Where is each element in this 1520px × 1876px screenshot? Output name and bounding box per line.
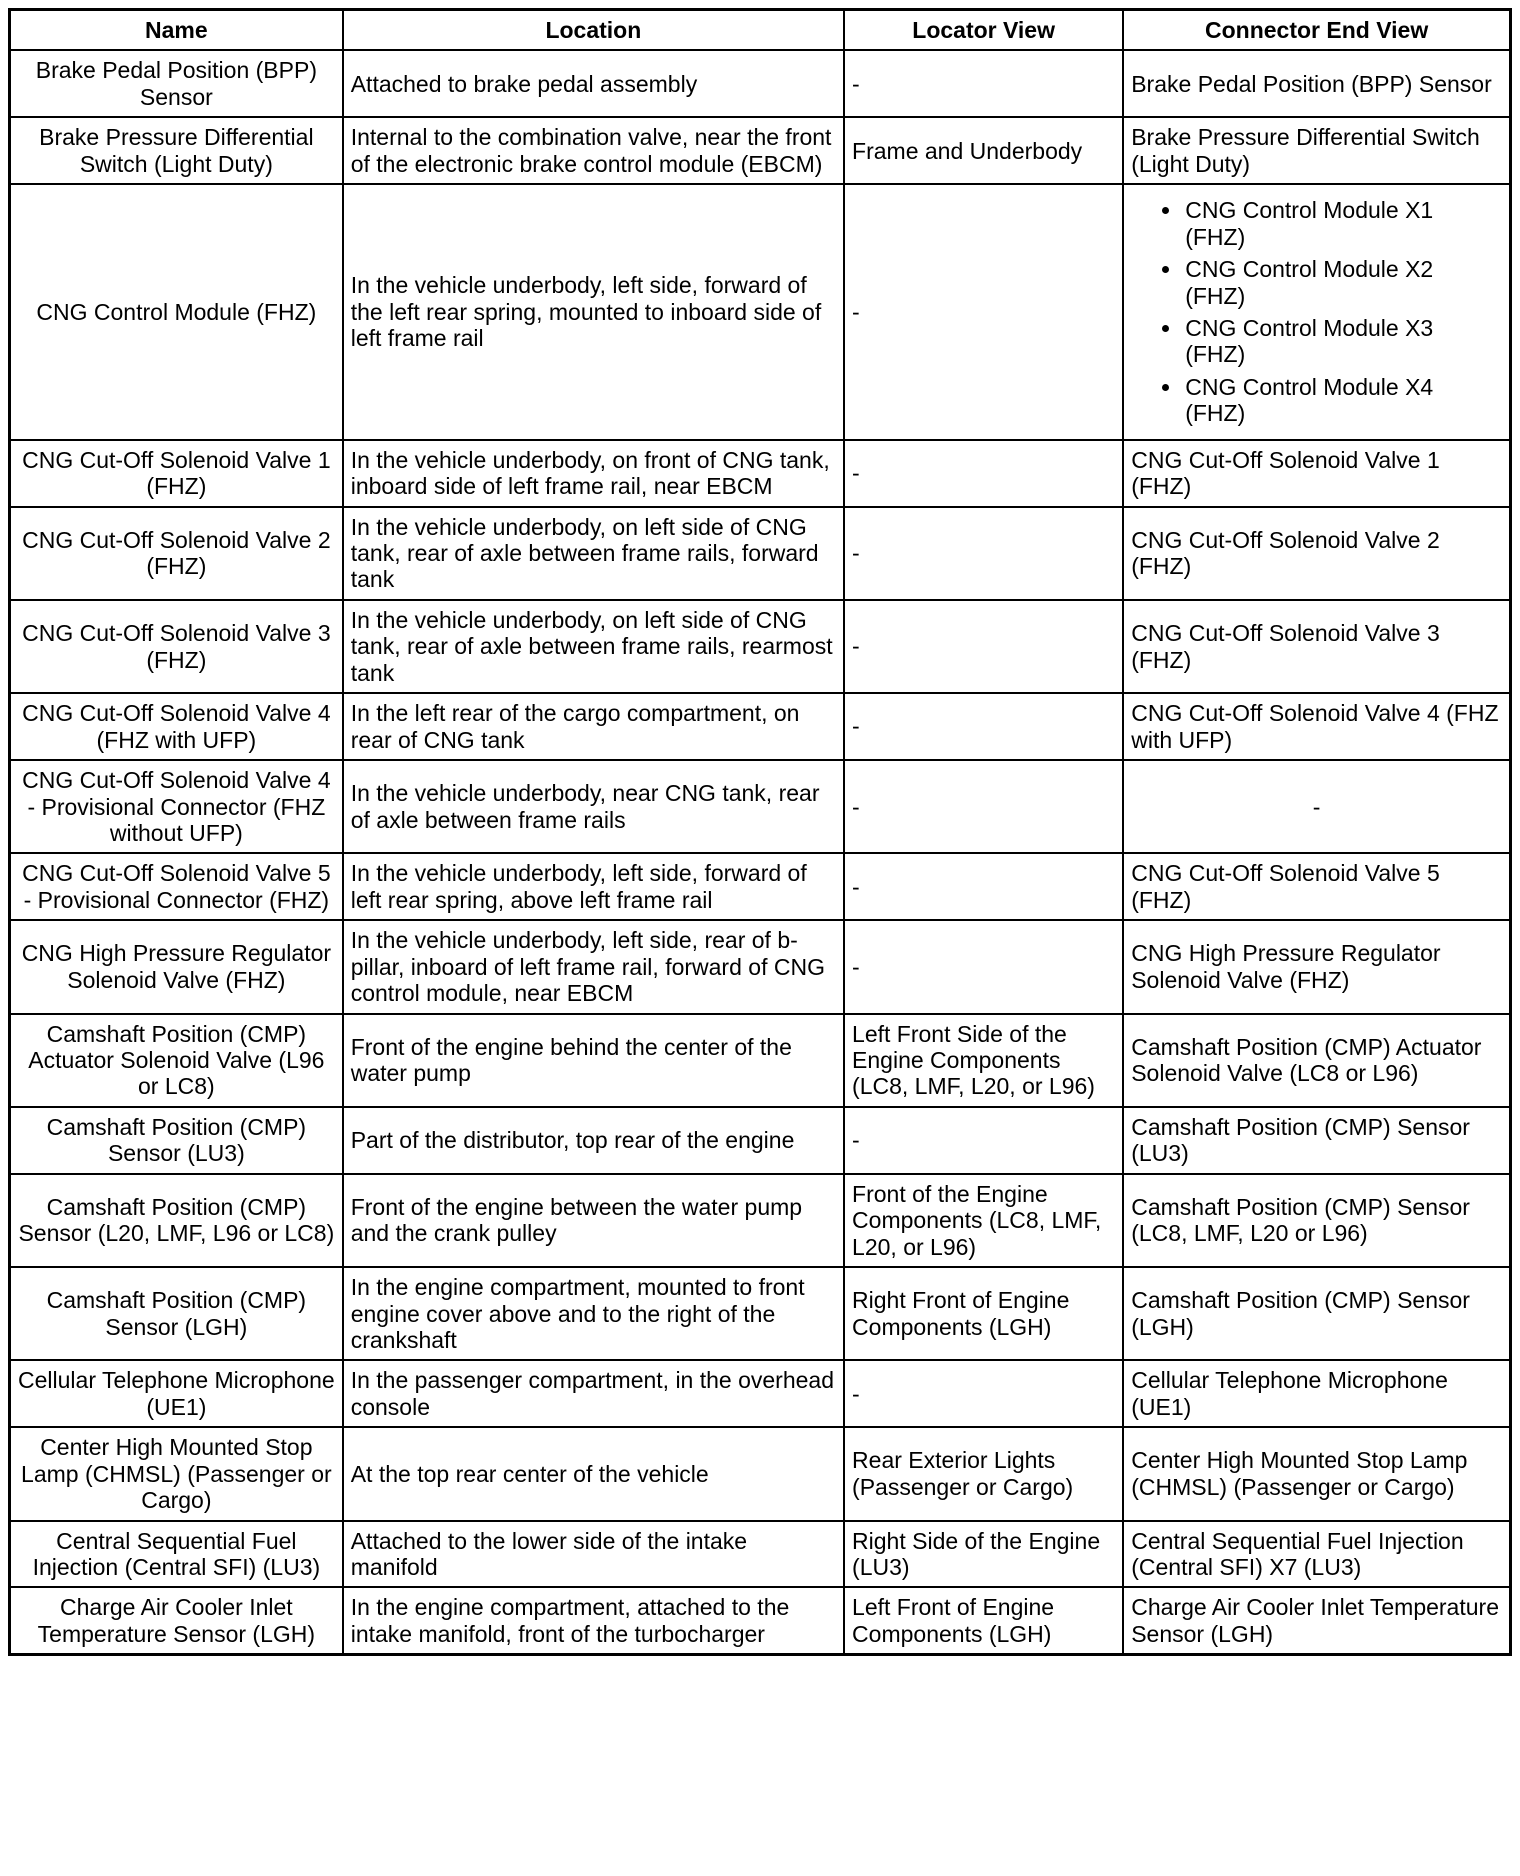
name-cell: Cellular Telephone Microphone (UE1) [10, 1360, 343, 1427]
location-cell: Front of the engine between the water pump and the crank pulley [343, 1174, 844, 1267]
table-row [10, 853, 1511, 920]
locator-view-cell: - [844, 184, 1123, 440]
table-row [10, 920, 1511, 1013]
table-row [10, 600, 1511, 693]
location-cell: In the vehicle underbody, on left side of CNG tank, rear of axle between frame rails, rearmost tank [343, 600, 844, 693]
table-row [10, 1107, 1511, 1174]
table-row [10, 1521, 1511, 1588]
location-cell: In the vehicle underbody, on left side of CNG tank, rear of axle between frame rails, forward tank [343, 507, 844, 600]
locator-view-cell: Frame and Underbody [844, 117, 1123, 184]
table-row [10, 184, 1511, 440]
locator-view-cell: - [844, 760, 1123, 853]
locator-view-cell: Right Side of the Engine (LU3) [844, 1521, 1123, 1588]
table-row [10, 440, 1511, 507]
connector-end-view-list-item: • CNG Control Module X1 (FHZ) [1183, 197, 1445, 250]
name-cell: Central Sequential Fuel Injection (Central SFI) (LU3) [10, 1521, 343, 1588]
location-cell: In the vehicle underbody, left side, rear of b-pillar, inboard of left frame rail, forward of CNG control module, near EBCM [343, 920, 844, 1013]
connector-end-view-cell: CNG Cut-Off Solenoid Valve 3 (FHZ) [1123, 600, 1510, 693]
locator-view-cell: - [844, 50, 1123, 117]
connector-end-view-cell: CNG Cut-Off Solenoid Valve 2 (FHZ) [1123, 507, 1510, 600]
connector-location-table [8, 8, 1512, 1656]
column-header-name: Name [10, 10, 343, 51]
name-cell: Camshaft Position (CMP) Sensor (LGH) [10, 1267, 343, 1360]
connector-end-view-cell: Central Sequential Fuel Injection (Central SFI) X7 (LU3) [1123, 1521, 1510, 1588]
connector-end-view-list-item: • CNG Control Module X4 (FHZ) [1183, 374, 1445, 427]
location-cell: Part of the distributor, top rear of the engine [343, 1107, 844, 1174]
connector-end-view-cell: Brake Pedal Position (BPP) Sensor [1123, 50, 1510, 117]
location-cell: In the engine compartment, mounted to front engine cover above and to the right of the crankshaft [343, 1267, 844, 1360]
connector-end-view-cell: Camshaft Position (CMP) Sensor (LU3) [1123, 1107, 1510, 1174]
connector-end-view-cell: Camshaft Position (CMP) Actuator Solenoid Valve (LC8 or L96) [1123, 1014, 1510, 1107]
table-row [10, 760, 1511, 853]
header-row [10, 10, 1511, 51]
name-cell: CNG Control Module (FHZ) [10, 184, 343, 440]
connector-end-view-cell: CNG Cut-Off Solenoid Valve 4 (FHZ with UFP) [1123, 693, 1510, 760]
location-cell: Internal to the combination valve, near the front of the electronic brake control module (EBCM) [343, 117, 844, 184]
name-cell: Camshaft Position (CMP) Sensor (L20, LMF, L96 or LC8) [10, 1174, 343, 1267]
connector-end-view-cell: Center High Mounted Stop Lamp (CHMSL) (Passenger or Cargo) [1123, 1427, 1510, 1520]
table-row [10, 1587, 1511, 1654]
table-body [10, 50, 1511, 1654]
locator-view-cell: - [844, 507, 1123, 600]
name-cell: Charge Air Cooler Inlet Temperature Sensor (LGH) [10, 1587, 343, 1654]
table-row [10, 1014, 1511, 1107]
column-header-locator-view: Locator View [844, 10, 1123, 51]
table-row [10, 1267, 1511, 1360]
location-cell: At the top rear center of the vehicle [343, 1427, 844, 1520]
connector-end-view-cell: Charge Air Cooler Inlet Temperature Sensor (LGH) [1123, 1587, 1510, 1654]
connector-end-view-list [1131, 197, 1502, 427]
locator-view-cell: - [844, 1360, 1123, 1427]
table-row [10, 507, 1511, 600]
locator-view-cell: Front of the Engine Components (LC8, LMF, L20, or L96) [844, 1174, 1123, 1267]
connector-end-view-cell: Camshaft Position (CMP) Sensor (LC8, LMF, L20 or L96) [1123, 1174, 1510, 1267]
locator-view-cell: - [844, 920, 1123, 1013]
location-cell: In the vehicle underbody, on front of CNG tank, inboard side of left frame rail, near EBCM [343, 440, 844, 507]
connector-end-view-cell: Cellular Telephone Microphone (UE1) [1123, 1360, 1510, 1427]
name-cell: CNG High Pressure Regulator Solenoid Valve (FHZ) [10, 920, 343, 1013]
connector-end-view-list-item: • CNG Control Module X2 (FHZ) [1183, 256, 1445, 309]
location-cell: Attached to brake pedal assembly [343, 50, 844, 117]
location-cell: Attached to the lower side of the intake manifold [343, 1521, 844, 1588]
location-cell: In the passenger compartment, in the overhead console [343, 1360, 844, 1427]
name-cell: CNG Cut-Off Solenoid Valve 3 (FHZ) [10, 600, 343, 693]
name-cell: CNG Cut-Off Solenoid Valve 2 (FHZ) [10, 507, 343, 600]
table-row [10, 1360, 1511, 1427]
location-cell: In the engine compartment, attached to the intake manifold, front of the turbocharger [343, 1587, 844, 1654]
locator-view-cell: - [844, 853, 1123, 920]
name-cell: CNG Cut-Off Solenoid Valve 1 (FHZ) [10, 440, 343, 507]
name-cell: Camshaft Position (CMP) Actuator Solenoid Valve (L96 or LC8) [10, 1014, 343, 1107]
column-header-location: Location [343, 10, 844, 51]
name-cell: Camshaft Position (CMP) Sensor (LU3) [10, 1107, 343, 1174]
connector-end-view-cell: Camshaft Position (CMP) Sensor (LGH) [1123, 1267, 1510, 1360]
locator-view-cell: Rear Exterior Lights (Passenger or Cargo) [844, 1427, 1123, 1520]
connector-end-view-cell: Brake Pressure Differential Switch (Light Duty) [1123, 117, 1510, 184]
column-header-connector-end-view: Connector End View [1123, 10, 1510, 51]
location-cell: In the vehicle underbody, near CNG tank, rear of axle between frame rails [343, 760, 844, 853]
locator-view-cell: Left Front of Engine Components (LGH) [844, 1587, 1123, 1654]
connector-end-view-cell: CNG Cut-Off Solenoid Valve 1 (FHZ) [1123, 440, 1510, 507]
name-cell: Center High Mounted Stop Lamp (CHMSL) (Passenger or Cargo) [10, 1427, 343, 1520]
connector-end-view-cell: CNG High Pressure Regulator Solenoid Valve (FHZ) [1123, 920, 1510, 1013]
name-cell: CNG Cut-Off Solenoid Valve 5 - Provisional Connector (FHZ) [10, 853, 343, 920]
name-cell: Brake Pressure Differential Switch (Light Duty) [10, 117, 343, 184]
connector-end-view-cell: - [1123, 760, 1510, 853]
locator-view-cell: - [844, 440, 1123, 507]
locator-view-cell: Left Front Side of the Engine Components (LC8, LMF, L20, or L96) [844, 1014, 1123, 1107]
table-row [10, 1174, 1511, 1267]
location-cell: Front of the engine behind the center of the water pump [343, 1014, 844, 1107]
connector-end-view-cell: CNG Cut-Off Solenoid Valve 5 (FHZ) [1123, 853, 1510, 920]
name-cell: CNG Cut-Off Solenoid Valve 4 (FHZ with UFP) [10, 693, 343, 760]
table-row [10, 1427, 1511, 1520]
location-cell: In the vehicle underbody, left side, forward of the left rear spring, mounted to inboard side of left frame rail [343, 184, 844, 440]
location-cell: In the vehicle underbody, left side, forward of left rear spring, above left frame rail [343, 853, 844, 920]
locator-view-cell: Right Front of Engine Components (LGH) [844, 1267, 1123, 1360]
locator-view-cell: - [844, 693, 1123, 760]
name-cell: CNG Cut-Off Solenoid Valve 4 - Provisional Connector (FHZ without UFP) [10, 760, 343, 853]
location-cell: In the left rear of the cargo compartment, on rear of CNG tank [343, 693, 844, 760]
locator-view-cell: - [844, 600, 1123, 693]
name-cell: Brake Pedal Position (BPP) Sensor [10, 50, 343, 117]
connector-end-view-cell [1123, 184, 1510, 440]
table-row [10, 693, 1511, 760]
locator-view-cell: - [844, 1107, 1123, 1174]
table-row [10, 117, 1511, 184]
connector-end-view-list-item: • CNG Control Module X3 (FHZ) [1183, 315, 1445, 368]
table-row [10, 50, 1511, 117]
